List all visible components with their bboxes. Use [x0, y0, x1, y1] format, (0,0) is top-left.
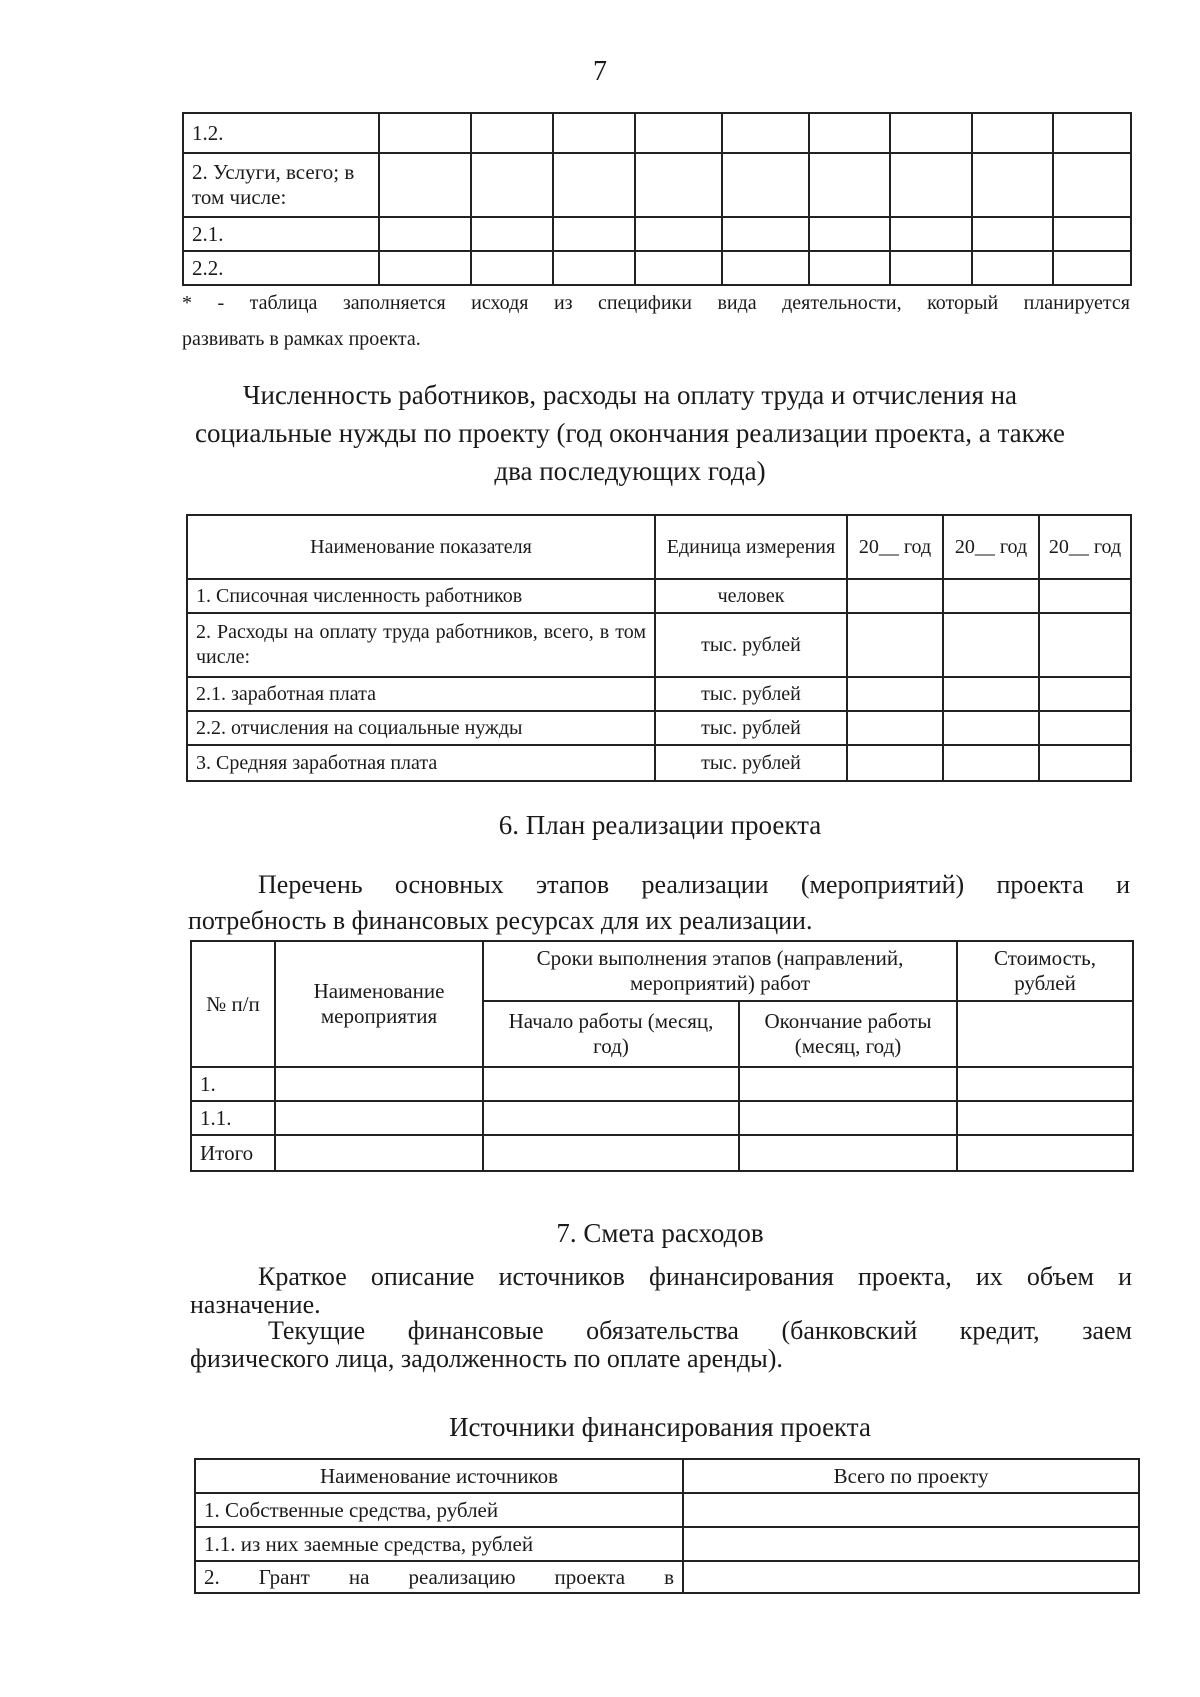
table-row [195, 1561, 1139, 1593]
staff-heading-line3: два последующих года) [494, 456, 766, 486]
section-7-para1-line2: назначение. [190, 1290, 321, 1319]
table-header-row [187, 515, 1131, 579]
staff-heading-line1: Численность работников, расходы на оплату труда и отчисления на [242, 380, 1018, 410]
indicator-unit: тыс. рублей [655, 711, 847, 745]
table-row [195, 1527, 1139, 1561]
table-row [187, 745, 1131, 781]
table-row [187, 677, 1131, 711]
header-cost: Стоимость, рублей [957, 941, 1133, 1001]
indicator-unit: тыс. рублей [655, 677, 847, 711]
indicator-name: 2.2. отчисления на социальные нужды [187, 711, 655, 745]
row-label: 2.1. [183, 217, 379, 251]
header-year-3: 20__ год [1039, 515, 1131, 579]
table-header-row [191, 941, 1133, 1001]
table-products-services [182, 112, 1132, 286]
header-source-name: Наименование источников [195, 1459, 683, 1493]
indicator-unit: человек [655, 579, 847, 613]
section-7-title: 7. Смета расходов [556, 1218, 764, 1248]
header-project-total: Всего по проекту [683, 1459, 1139, 1493]
table-footnote-line2: развивать в рамках проекта. [182, 328, 421, 350]
sources-heading: Источники финансирования проекта [449, 1412, 871, 1442]
section-6-title: 6. План реализации проекта [498, 810, 822, 840]
table-implementation-plan [190, 940, 1134, 1172]
table-row [183, 113, 1131, 153]
section-7-para2-line2: физического лица, задолженность по оплате аренды). [190, 1344, 783, 1373]
header-unit: Единица измерения [655, 515, 847, 579]
section-6-para-line1: Перечень основных этапов реализации (мероприятий) проекта и [258, 870, 1130, 899]
indicator-name: 1. Списочная численность работников [187, 579, 655, 613]
indicator-name: 2. Расходы на оплату труда работников, всего, в том числе: [187, 613, 655, 677]
header-terms: Сроки выполнения этапов (направлений, мероприятий) работ [483, 941, 957, 1001]
row-label: 2.2. [183, 251, 379, 285]
table-row [191, 1135, 1133, 1171]
source-name: 1.1. из них заемные средства, рублей [195, 1527, 683, 1561]
header-end: Окончание работы (месяц, год) [739, 1001, 957, 1067]
table-staff-expenses [186, 514, 1132, 782]
table-row [187, 613, 1131, 677]
indicator-unit: тыс. рублей [655, 613, 847, 677]
row-label: 1.2. [183, 113, 379, 153]
table-header-row [195, 1459, 1139, 1493]
table-row [183, 217, 1131, 251]
section-6-para-line2: потребность в финансовых ресурсах для их реализации. [188, 906, 813, 935]
header-year-2: 20__ год [943, 515, 1039, 579]
table-row [195, 1493, 1139, 1527]
table-row [187, 579, 1131, 613]
header-activity-name: Наименование мероприятия [275, 941, 483, 1067]
table-row [191, 1101, 1133, 1135]
header-indicator-name: Наименование показателя [187, 515, 655, 579]
source-name: 2. Грант на реализацию проекта в [195, 1561, 683, 1593]
header-number: № п/п [191, 941, 275, 1067]
row-total-label: Итого [191, 1135, 275, 1171]
section-7-para2-line1: Текущие финансовые обязательства (банковский кредит, заем [268, 1316, 1132, 1345]
indicator-name: 3. Средняя заработная плата [187, 745, 655, 781]
header-start: Начало работы (месяц, год) [483, 1001, 739, 1067]
table-footnote-line1: * - таблица заполняется исходя из специфики вида деятельности, который планируется [182, 292, 1130, 314]
table-row [183, 153, 1131, 217]
staff-heading-line2: социальные нужды по проекту (год окончания реализации проекта, а также [194, 418, 1066, 448]
indicator-name: 2.1. заработная плата [187, 677, 655, 711]
source-name: 1. Собственные средства, рублей [195, 1493, 683, 1527]
header-year-1: 20__ год [847, 515, 943, 579]
page-number: 7 [593, 56, 607, 87]
row-number: 1.1. [191, 1101, 275, 1135]
table-row [187, 711, 1131, 745]
table-row [183, 251, 1131, 285]
table-row [191, 1067, 1133, 1101]
row-number: 1. [191, 1067, 275, 1101]
indicator-unit: тыс. рублей [655, 745, 847, 781]
section-7-para1-line1: Краткое описание источников финансирования проекта, их объем и [258, 1262, 1132, 1291]
row-label: 2. Услуги, всего; в том числе: [183, 153, 379, 217]
table-funding-sources [194, 1458, 1140, 1594]
